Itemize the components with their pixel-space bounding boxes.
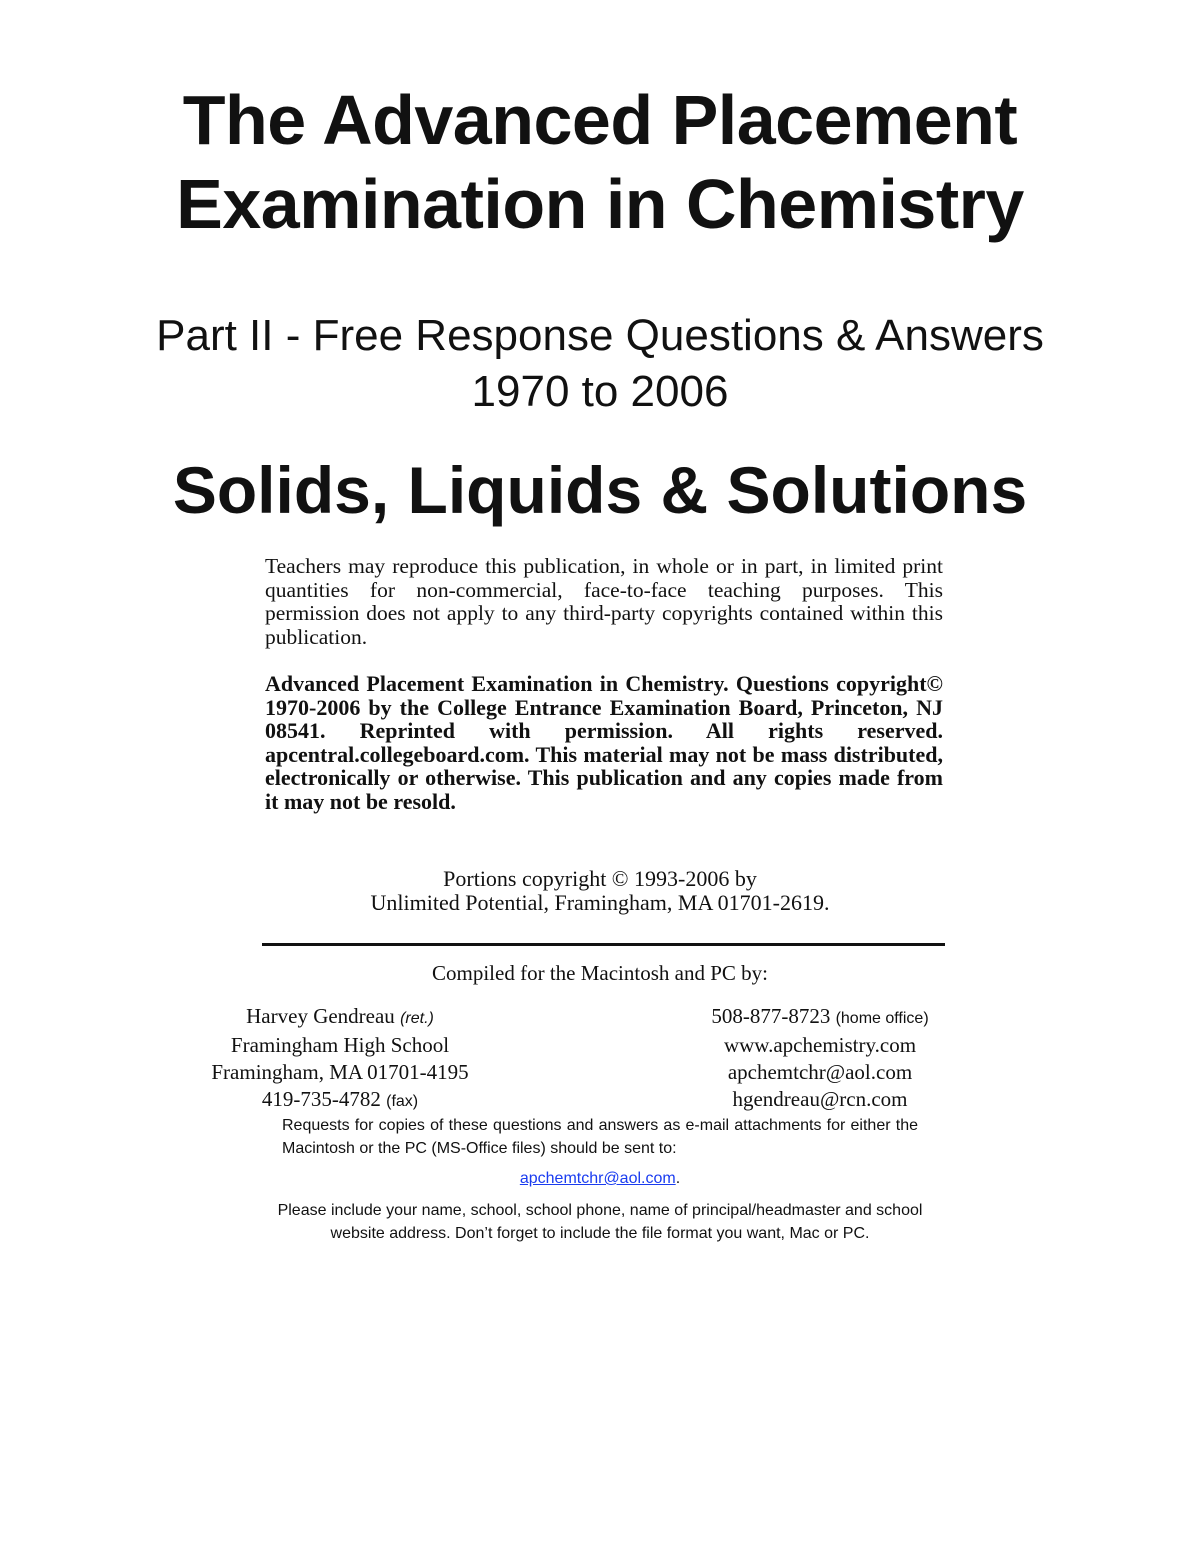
reproduction-notice: Teachers may reproduce this publication, in whole or in part, in limited print quantities for non-commercial, face-to-face teaching purposes. This permission does not apply to any third-party copyrights contained within this publication. [265,554,943,649]
subtitle-line-1: Part II - Free Response Questions & Answers [156,311,1044,360]
phone-number: 508-877-8723 [711,1004,831,1028]
fax-line [140,1086,540,1115]
email-primary: apchemtchr@aol.com [727,1060,913,1084]
subtitle-line-2: 1970 to 2006 [471,367,729,416]
author-note: (ret.) [400,1010,434,1027]
school-name: Framingham High School [230,1033,450,1057]
request-email-line [0,1168,1200,1190]
title-line-2: Examination in Chemistry [176,165,1024,243]
requests-text: Requests for copies of these questions and answers as e-mail attachments for either the Macintosh or the PC (MS-Office files) should be sent to: [282,1117,918,1157]
request-email-link[interactable]: apchemtchr@aol.com [519,1170,676,1187]
author-line [140,1003,540,1032]
author-name: Harvey Gendreau [246,1004,395,1028]
section-title: Solids, Liquids & Solutions [172,453,1028,527]
school-city: Framingham, MA 01701-4195 [211,1060,469,1084]
portions-copyright [0,867,1200,915]
contact-right [660,1003,980,1113]
fax-number: 419-735-4782 [261,1087,381,1111]
please-include-text: Please include your name, school, school phone, name of principal/headmaster and school website address. Don’t forget to include the file format you want, Mac or PC. [277,1202,923,1242]
fax-note: (fax) [386,1093,419,1110]
email-secondary: hgendreau@rcn.com [732,1087,908,1111]
portions-line-2: Unlimited Potential, Framingham, MA 01701-2619. [370,890,830,915]
portions-line-1: Portions copyright © 1993-2006 by [443,866,757,891]
subtitle [0,308,1200,420]
title-line-1: The Advanced Placement [182,81,1018,159]
phone-line [660,1003,980,1032]
contact-left [140,1003,540,1115]
request-email-suffix: . [675,1170,681,1187]
phone-note: (home office) [835,1010,929,1027]
copyright-notice: Advanced Placement Examination in Chemistry. Questions copyright© 1970-2006 by the College Entrance Examination Board, Princeton, NJ 08541. Reprinted with permission. All rights reserved. apcentral.collegeboard.com. This material may not be mass distributed, electronically or otherwise. This publication and any copies made from it may not be resold. [265,671,943,814]
website-text: www.apchemistry.com [723,1033,917,1057]
horizontal-divider [262,943,945,946]
page-title [0,78,1200,246]
compiled-by: Compiled for the Macintosh and PC by: [432,961,768,985]
